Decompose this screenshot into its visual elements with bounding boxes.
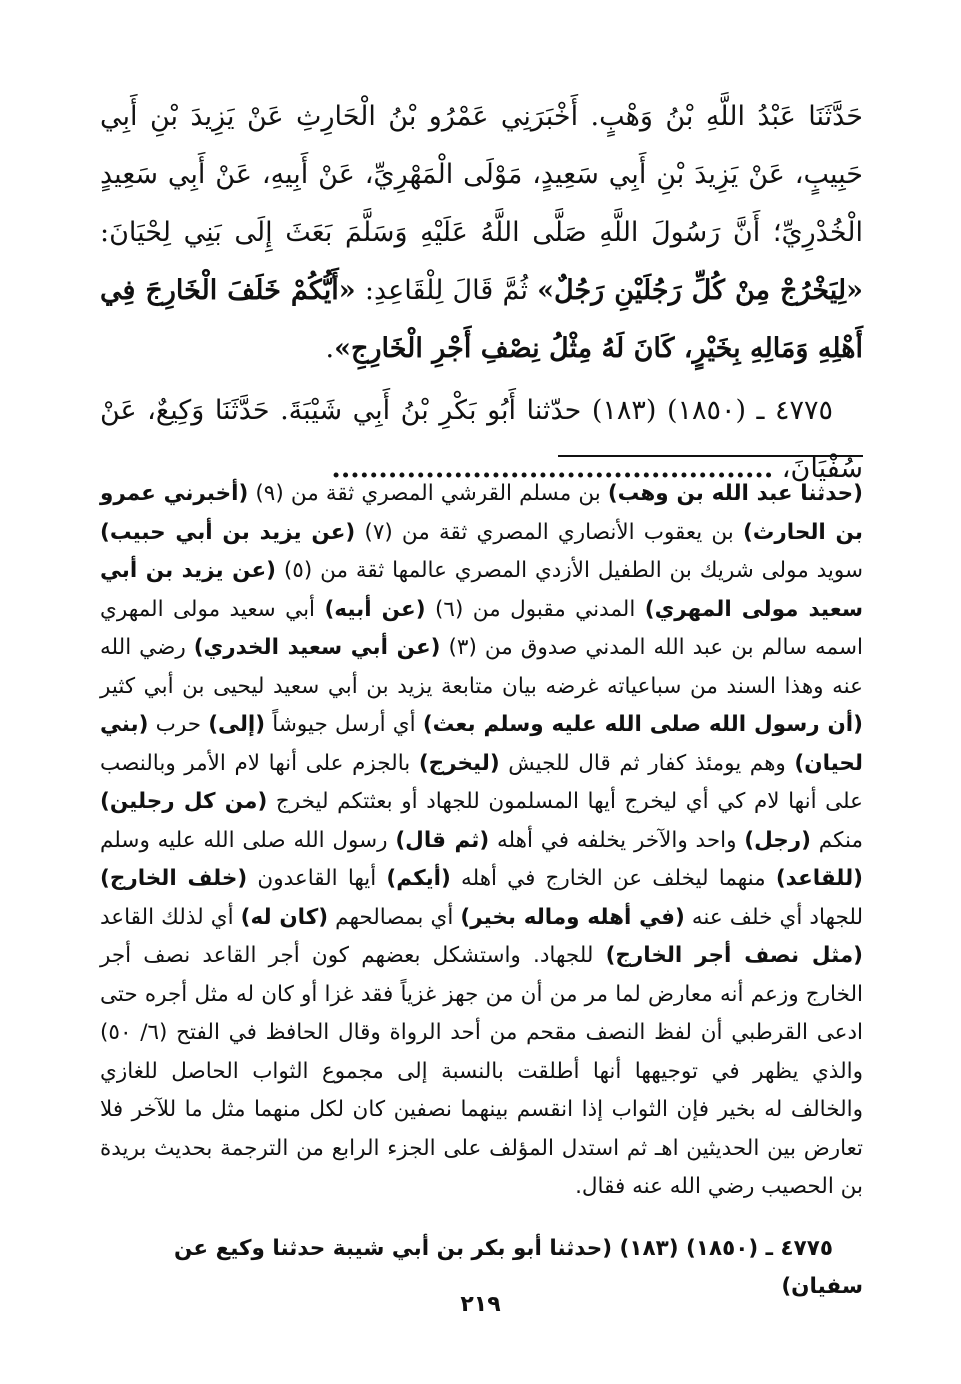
prophet-quote-1: «لِيَخْرُجْ مِنْ كُلِّ رَجُلَيْنِ رَجُلٌ» bbox=[537, 275, 864, 306]
commentary-text: بن يعقوب الأنصاري المصري ثقة من (٧) bbox=[355, 519, 743, 545]
commentary-text: منكم bbox=[811, 827, 863, 853]
commentary-paragraph bbox=[100, 475, 863, 1207]
commentary-text: رضي الله عنه وهذا السند من سباعياته غرضه بيان متابعة يزيد بن أبي سعيد ليحيى بن أبي كثير bbox=[100, 635, 863, 699]
commentary-text: للجهاد أي خلف عنه bbox=[684, 904, 864, 930]
hadith-end-mark: . bbox=[325, 333, 335, 364]
hadith-mid-text: ثُمَّ قَالَ لِلْقَاعِدِ: bbox=[355, 275, 538, 306]
commentary-quoted-term: (عن يزيد بن أبي سعيد مولى المهري) bbox=[100, 558, 863, 622]
commentary-quoted-term: (للقاعد) bbox=[775, 866, 863, 891]
commentary-quoted-term: (رجل) bbox=[744, 827, 811, 853]
commentary-quoted-term: (بني لحيان) bbox=[100, 712, 864, 776]
page-number: ٢١٩ bbox=[460, 1292, 501, 1317]
commentary-quoted-term: (حدثنا عبد الله بن وهب) bbox=[607, 481, 863, 506]
commentary-text: وهم يومئذ كفار ثم قال للجيش bbox=[499, 750, 795, 776]
commentary-quoted-term: (عن أبيه) bbox=[324, 596, 426, 622]
commentary-text: المدني مقبول من (٦) bbox=[425, 596, 645, 622]
commentary-quoted-term: (عن يزيد بن أبي حبيب) bbox=[100, 519, 356, 545]
commentary-text: بن مسلم القرشي المصري ثقة من (٩) bbox=[248, 481, 608, 506]
commentary-quoted-term: (إلى) bbox=[208, 712, 266, 737]
hadith-paragraph bbox=[100, 88, 863, 378]
commentary-quoted-term: (أن رسول الله صلى الله عليه وسلم بعث) bbox=[422, 712, 864, 737]
commentary-text: أبي سعيد مولى المهري اسمه سالم بن عبد الله المدني صدوق من (٣) bbox=[100, 596, 863, 660]
prophet-quote-2: «أَيُّكُمْ خَلَفَ الْخَارِجَ فِي أَهْلِهِ وَمَالِهِ بِخَيْرٍ، كَانَ لَهُ مِثْلُ نِصْفِ أَجْرِ الْخَارِجِ» bbox=[100, 275, 863, 364]
commentary-text: رسول الله صلى الله عليه وسلم bbox=[100, 827, 396, 853]
commentary-text: واحد والآخر يخلفه في أهله bbox=[489, 827, 745, 853]
commentary-quoted-term: (أخبرني عمرو بن الحارث) bbox=[100, 481, 863, 545]
commentary-quoted-term: (في أهله وماله بخير) bbox=[460, 904, 685, 930]
commentary-quoted-term: (ثم قال) bbox=[395, 827, 490, 853]
commentary-text: حرب bbox=[148, 712, 209, 737]
next-hadith-text: ٤٧٧٥ ـ (١٨٥٠) (١٨٣) حدّثنا أَبُو بَكْرِ بْنُ أَبِي شَيْبَةَ. حَدَّثَنَا وَكِيعٌ، عَنْ سُفْيَانَ، bbox=[100, 395, 863, 484]
ellipsis-dots: ............................................... bbox=[331, 453, 774, 484]
commentary-text: بالجزم على أنها لام الأمر وبالنصب على أنها لام كي أي ليخرج أيها المسلمون للجهاد أو بعثتكم ليخرج bbox=[100, 750, 864, 814]
commentary-quoted-term: (كان له) bbox=[240, 904, 329, 930]
commentary-quoted-term: (ليخرج) bbox=[418, 750, 500, 776]
commentary-quoted-term: (خلف الخارج) bbox=[100, 866, 248, 891]
hadith-chain-text: حَدَّثَنَا عَبْدُ اللَّهِ بْنُ وَهْبٍ. أَخْبَرَنِي عَمْرُو بْنُ الْحَارِثِ عَنْ يَزِيدَ بْنِ أَبِي حَبِيبٍ، عَنْ يَزِيدَ بْنِ أَبِي سَعِيدٍ، مَوْلَى الْمَهْرِيِّ، عَنْ أَبِيهِ، عَنْ أَبِي سَعِيدٍ الْخُدْرِيِّ؛ أَنَّ رَسُولَ اللَّهِ صَلَّى اللَّهُ عَلَيْهِ وَسَلَّمَ بَعَثَ إِلَى بَنِي لِحْيَانَ: bbox=[100, 101, 863, 248]
footnote-divider bbox=[558, 455, 863, 457]
commentary-text: للجهاد. واستشكل بعضهم كون أجر القاعد نصف أجر الخارج وزعم أنه معارض لما مر من أن من جهز غزياً فقد غزا أو كان له مثل أجره حتى ادعى القرطبي أن لفظ النصف مقحم من أحد الرواة وقال الحافظ في الفتح (٦/ ٥٠) والذي يظهر في توجيهها أنها أطلقت بالنسبة إلى مجموع الثواب الحاصل للغازي والخالف له بخير فإن الثواب إذا انقسم بينهما نصفين كان لكل منهما مثل ما للآخر فلا تعارض بين الحديثين اهـ ثم استدل المؤلف على الجزء الرابع من الترجمة بحديث بريدة بن الحصيب رضي الله عنه فقال. bbox=[100, 943, 864, 1199]
commentary-text: أيها القاعدون bbox=[247, 866, 387, 891]
commentary-text: سويد مولى شريك بن الطفيل الأزدي المصري عالمها ثقة من (٥) bbox=[276, 558, 863, 583]
commentary-quoted-term: (عن أبي سعيد الخدري) bbox=[193, 635, 441, 660]
next-hadith-commentary-heading: ٤٧٧٥ ـ (١٨٥٠) (١٨٣) (حدثنا أبو بكر بن أبي شيبة حدثنا وكيع عن سفيان) bbox=[174, 1236, 863, 1299]
commentary-text: أي أرسل جيوشاً bbox=[265, 712, 423, 737]
commentary-quoted-term: (أيكم) bbox=[386, 866, 451, 891]
commentary-quoted-term: (مثل نصف أجر الخارج) bbox=[605, 943, 863, 968]
commentary-text: أي لذلك القاعد bbox=[100, 904, 241, 930]
commentary-text: أي بمصالحهم bbox=[328, 904, 461, 930]
commentary-block bbox=[100, 475, 863, 1207]
commentary-quoted-term: (من كل رجلين) bbox=[100, 789, 268, 814]
commentary-text: منهما ليخلف عن الخارج في أهله bbox=[450, 866, 776, 891]
hadith-text-block bbox=[100, 88, 863, 498]
